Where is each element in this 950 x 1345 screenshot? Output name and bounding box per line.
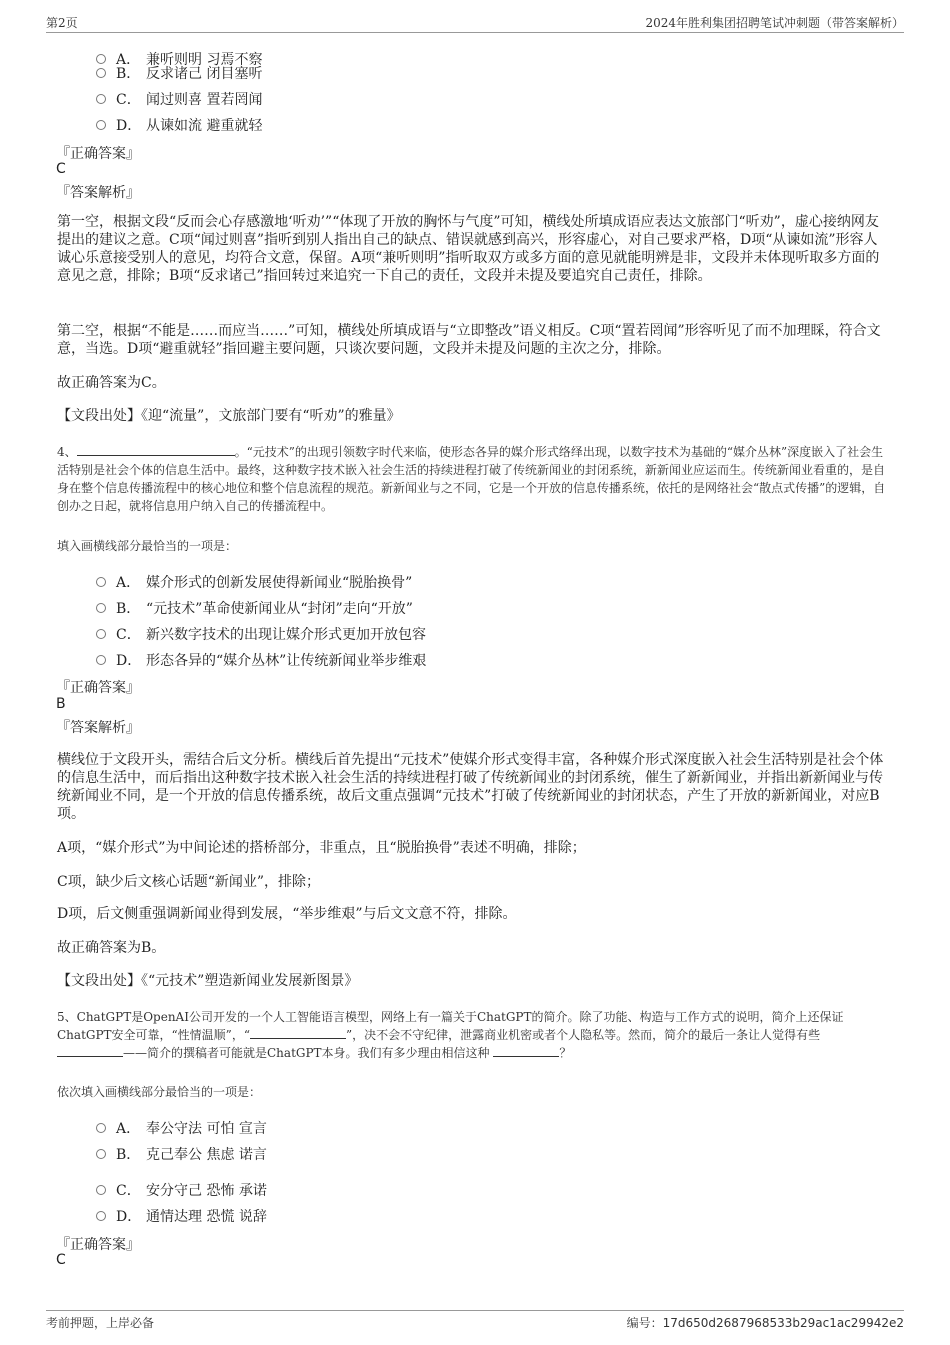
answer-label: 『正确答案』 — [56, 680, 140, 696]
question-stem: 5、ChatGPT是OpenAI公司开发的一个人工智能语言模型，网络上有一篇关于ChatGPT的简介。除了功能、构造与工作方式的说明，简介上还保证ChatGPT安全可靠，“性情温顺”，“ ”，决不会不守纪律，泄露商业机密或者个人隐私等。然而，简介的最后一条让人觉得有些 ——简介的撰稿者可能就是ChatGPT本身。我们有多少理由相信这种 ？ — [57, 1010, 844, 1060]
q5-option-d[interactable]: D． 通情达理 恐慌 说辞 — [96, 1206, 267, 1226]
radio-icon[interactable] — [96, 577, 106, 587]
analysis-paragraph: 第二空，根据“不能是……而应当……”可知，横线处所填成语与“立即整改”语义相反。C项“置若罔闻”形容听见了而不加理睬，符合文意，当选。D项“避重就轻”指回避主要问题，只谈次要问题，文段并未提及问题的主次之分，排除。 — [57, 323, 881, 357]
q3-option-c[interactable]: C． 闻过则喜 置若罔闻 — [96, 89, 262, 109]
fill-blank — [77, 443, 235, 456]
q3-option-d[interactable]: D． 从谏如流 避重就轻 — [96, 115, 262, 135]
radio-icon[interactable] — [96, 94, 106, 104]
source-citation: 【文段出处】《“元技术”塑造新闻业发展新图景》 — [57, 973, 359, 989]
answer-label: 『正确答案』 — [56, 146, 140, 162]
q4-option-a[interactable]: A． 媒介形式的创新发展使得新闻业“脱胎换骨” — [96, 572, 412, 592]
q4-option-d[interactable]: D． 形态各异的“媒介丛林”让传统新闻业举步维艰 — [96, 650, 426, 670]
analysis-paragraph: 横线位于文段开头，需结合后文分析。横线后首先提出“元技术”使媒介形式变得丰富，各种媒介形式深度嵌入社会生活特别是社会个体的信息生活中，而后指出这种数字技术嵌入社会生活的持续进程打破了传统新闻业的封闭系统，催生了新新闻业，并指出新新闻业与传统新闻业不同，是一个开放的信息传播系统，故后文重点强调“元技术”打破了传统新闻业的封闭状态，产生了开放的新新闻业，对应B项。 — [57, 752, 884, 822]
analysis-paragraph: C项，缺少后文核心话题“新闻业”，排除； — [57, 874, 321, 890]
footer-divider — [46, 1310, 904, 1311]
analysis-label: 『答案解析』 — [56, 185, 140, 201]
radio-icon[interactable] — [96, 1185, 106, 1195]
fill-blank — [57, 1044, 123, 1057]
document-code: 编号：17d650d2687968533b29ac1ac29942e2 — [626, 1316, 904, 1330]
radio-icon[interactable] — [96, 68, 106, 78]
source-citation: 【文段出处】《迎“流量”，文旅部门要有“听劝”的雅量》 — [57, 408, 401, 424]
fill-blank — [493, 1044, 559, 1057]
analysis-paragraph: D项，后文侧重强调新闻业得到发展，“举步维艰”与后文文意不符，排除。 — [57, 906, 517, 922]
radio-icon[interactable] — [96, 1149, 106, 1159]
q5-option-c[interactable]: C． 安分守己 恐怖 承诺 — [96, 1180, 267, 1200]
analysis-conclusion: 故正确答案为C。 — [57, 375, 166, 391]
radio-icon[interactable] — [96, 1211, 106, 1221]
q4-option-c[interactable]: C． 新兴数字技术的出现让媒介形式更加开放包容 — [96, 624, 426, 644]
page-number: 第2页 — [46, 16, 78, 30]
answer-value: C — [56, 161, 66, 177]
radio-icon[interactable] — [96, 120, 106, 130]
question-number: 5、 — [57, 1010, 77, 1024]
analysis-paragraph: A项，“媒介形式”为中间论述的搭桥部分，非重点，且“脱胎换骨”表述不明确，排除； — [57, 840, 586, 856]
question-number: 4、 — [57, 445, 77, 459]
q3-option-b[interactable]: B． 反求诸己 闭目塞听 — [96, 63, 262, 83]
q4-option-b[interactable]: B． “元技术”革命使新闻业从“封闭”走向“开放” — [96, 598, 413, 618]
radio-icon[interactable] — [96, 655, 106, 665]
question-prompt: 依次填入画横线部分最恰当的一项是： — [57, 1085, 262, 1099]
radio-icon[interactable] — [96, 1123, 106, 1133]
question-stem: 4、 。“元技术”的出现引领数字时代来临，使形态各异的媒介形式络绎出现，以数字技术为基础的“媒介丛林”深度嵌入了社会生活特别是社会个体的信息生活中。最终，这种数字技术嵌入社会生活的持续进程打破了传统新闻业的封闭系统，新新闻业应运而生。传统新闻业看重的，是自身在整个信息传播流程中的核心地位和整个信息流程的规范。新新闻业与之不同，它是一个开放的信息传播系统，依托的是网络社会“散点式传播”的逻辑，自创办之日起，就将信息用户纳入自己的传播流程中。 — [57, 445, 886, 513]
analysis-label: 『答案解析』 — [56, 720, 140, 736]
answer-value: C — [56, 1252, 66, 1268]
answer-value: B — [56, 696, 66, 712]
analysis-paragraph: 第一空，根据文段“反而会心存感激地‘听劝’”“体现了开放的胸怀与气度”可知，横线处所填成语应表达文旅部门“听劝”，虚心接纳网友提出的建议之意。C项“闻过则喜”指听到别人指出自己的缺点、错误就感到高兴，形容虚心，对自己要求严格，D项“从谏如流”形容人诚心乐意接受别人的意见，均符合文意，保留。A项“兼听则明”指听取双方或多方面的意见就能明辨是非，文段并未体现听取多方面的意见之意，排除；B项“反求诸己”指回转过来追究一下自己的责任，文段并未提及要追究自己责任，排除。 — [57, 214, 880, 284]
answer-label: 『正确答案』 — [56, 1237, 140, 1253]
q5-option-a[interactable]: A． 奉公守法 可怕 宣言 — [96, 1118, 267, 1138]
q5-option-b[interactable]: B． 克己奉公 焦虑 诺言 — [96, 1144, 267, 1164]
header-divider — [46, 32, 904, 33]
document-title: 2024年胜利集团招聘笔试冲刺题（带答案解析） — [645, 16, 904, 30]
radio-icon[interactable] — [96, 603, 106, 613]
radio-icon[interactable] — [96, 629, 106, 639]
analysis-conclusion: 故正确答案为B。 — [57, 940, 166, 956]
footer-slogan: 考前押题，上岸必备 — [46, 1316, 155, 1330]
q3-option-a[interactable]: A． 兼听则明 习焉不察 — [96, 49, 262, 69]
question-prompt: 填入画横线部分最恰当的一项是： — [57, 539, 238, 553]
fill-blank — [250, 1026, 346, 1039]
